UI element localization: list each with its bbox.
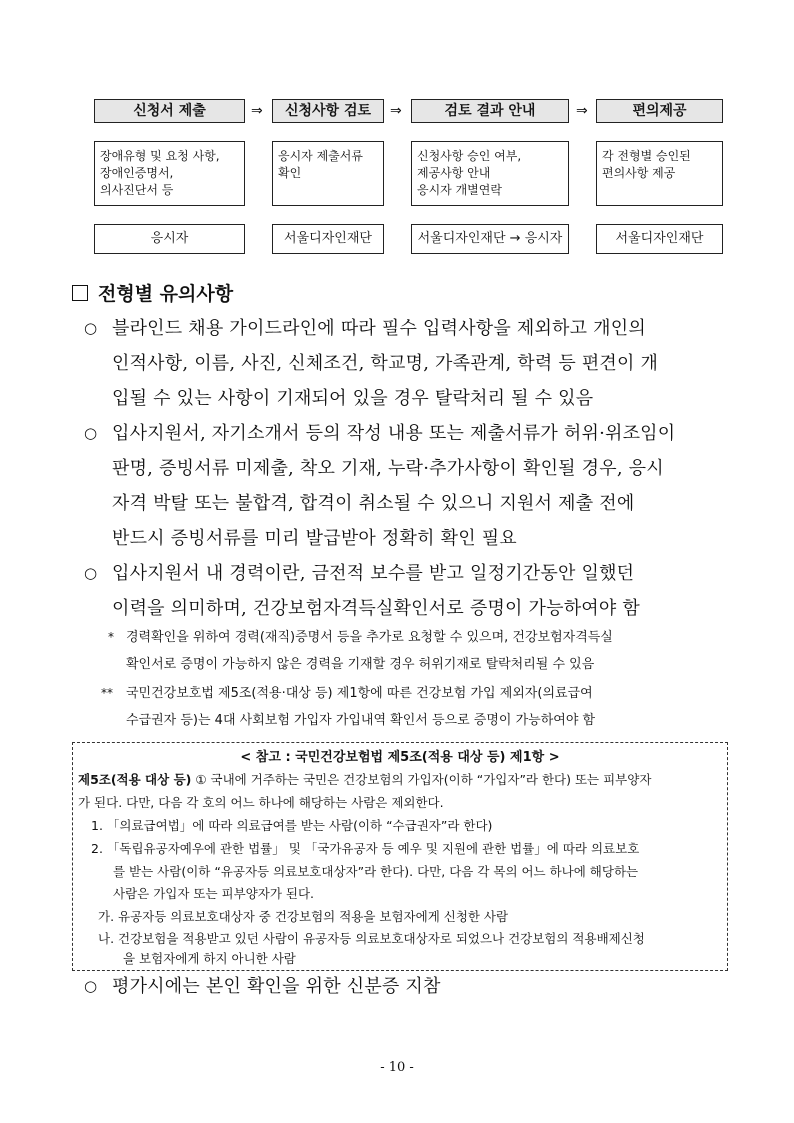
note-mark: * <box>108 630 114 644</box>
note-line: 확인서로 증명이 가능하지 않은 경력을 기재할 경우 허위기재로 탈락처리될 수 있음 <box>126 657 595 672</box>
notice-item-career <box>112 556 732 626</box>
bullet-icon: ○ <box>84 424 98 442</box>
flow-desc-review: 응시자 제출서류 확인 <box>272 141 384 206</box>
section-title-text: 전형별 유의사항 <box>98 283 234 305</box>
notice-item-falsification <box>112 416 732 556</box>
bullet-icon: ○ <box>84 319 98 337</box>
flow-step-provide: 편의제공 <box>596 99 723 123</box>
note-line: 국민건강보호법 제5조(적용·대상 등) 제1항에 따른 건강보험 가입 제외자(의료급여 <box>126 686 593 701</box>
flow-desc-provide: 각 전형별 승인된 편의사항 제공 <box>596 141 723 206</box>
note-line: 수급권자 등)는 4대 사회보험 가입자 가입내역 확인서 등으로 증명이 가능하여야 함 <box>126 713 596 728</box>
flow-arrow: ⇒ <box>576 103 588 119</box>
section-title <box>72 279 233 306</box>
notice-item-blind <box>112 311 732 416</box>
checkbox-icon <box>72 285 88 301</box>
reference-item-2: 2. 「독립유공자예우에 관한 법률」 및 「국가유공자 등 예우 및 지원에 관한 법률」에 따라 의료보호 <box>91 841 640 856</box>
notice-line: 반드시 증빙서류를 미리 발급받아 정확히 확인 필요 <box>112 528 517 549</box>
notice-line: 인적사항, 이름, 사진, 신체조건, 학교명, 가족관계, 학력 등 편견이 개 <box>112 353 659 374</box>
reference-article-line <box>78 771 651 789</box>
reference-sub-ga: 가. 유공자등 의료보호대상자 중 건강보험의 적용을 보험자에게 신청한 사람 <box>98 909 509 924</box>
flow-desc-submit: 장애유형 및 요청 사항, 장애인증명서, 의사진단서 등 <box>94 141 245 206</box>
reference-sub-na: 나. 건강보험을 적용받고 있던 사람이 유공자등 의료보호대상자로 되었으나 건강보험의 적용배제신청 <box>98 931 645 946</box>
flow-step-result: 검토 결과 안내 <box>411 99 569 123</box>
flow-actor-review: 서울디자인재단 <box>272 224 384 254</box>
page-number: - 10 - <box>380 1060 414 1075</box>
flow-actor-submit: 응시자 <box>94 224 245 254</box>
note-mark: ** <box>101 686 113 700</box>
flow-arrow: ⇒ <box>251 103 263 119</box>
reference-box <box>72 742 728 971</box>
notice-line: 입사지원서, 자기소개서 등의 작성 내용 또는 제출서류가 허위·위조임이 <box>112 423 676 444</box>
notice-line: 판명, 증빙서류 미제출, 착오 기재, 누락·추가사항이 확인될 경우, 응시 <box>112 458 664 479</box>
notice-item-id <box>112 969 732 1004</box>
flow-desc-result: 신청사항 승인 여부, 제공사항 안내 응시자 개별연락 <box>411 141 569 206</box>
reference-article-head: 제5조(적용 대상 등) <box>78 772 192 787</box>
reference-article-rest: ① 국내에 거주하는 국민은 건강보험의 가입자(이하 “가입자”라 한다) 또는 피부양자 <box>191 772 652 787</box>
notice-line: 이력을 의미하며, 건강보험자격득실확인서로 증명이 가능하여야 함 <box>112 598 640 619</box>
notice-line: 블라인드 채용 가이드라인에 따라 필수 입력사항을 제외하고 개인의 <box>112 318 646 339</box>
notice-line: 입될 수 있는 사항이 기재되어 있을 경우 탈락처리 될 수 있음 <box>112 388 594 409</box>
reference-item-1: 1. 「의료급여법」에 따라 의료급여를 받는 사람(이하 “수급권자”라 한다) <box>91 818 493 833</box>
note-career-certificate <box>126 624 731 678</box>
note-line: 경력확인을 위하여 경력(재직)증명서 등을 추가로 요청할 수 있으며, 건강보험자격득실 <box>126 630 613 645</box>
flow-step-submit: 신청서 제출 <box>94 99 245 123</box>
note-insurance-exclusion <box>126 680 731 734</box>
flow-arrow: ⇒ <box>390 103 402 119</box>
reference-title: < 참고 : 국민건강보험법 제5조(적용 대상 등) 제1항 > <box>240 750 560 765</box>
reference-item-2-line: 사람은 가입자 또는 피부양자가 된다. <box>113 886 314 901</box>
flow-actor-result: 서울디자인재단 → 응시자 <box>411 224 569 254</box>
reference-item-2-line: 를 받는 사람(이하 “유공자등 의료보호대상자”라 한다). 다만, 다음 각 목의 어느 하나에 해당하는 <box>113 864 639 879</box>
notice-line: 자격 박탈 또는 불합격, 합격이 취소될 수 있으니 지원서 제출 전에 <box>112 493 635 514</box>
bullet-icon: ○ <box>84 977 98 995</box>
reference-sub-na-line: 을 보험자에게 하지 아니한 사람 <box>123 951 296 966</box>
flow-step-review: 신청사항 검토 <box>272 99 384 123</box>
notice-line: 입사지원서 내 경력이란, 금전적 보수를 받고 일정기간동안 일했던 <box>112 563 635 584</box>
notice-line: 평가시에는 본인 확인을 위한 신분증 지참 <box>112 976 441 997</box>
reference-line: 가 된다. 다만, 다음 각 호의 어느 하나에 해당하는 사람은 제외한다. <box>78 795 444 810</box>
flow-actor-provide: 서울디자인재단 <box>596 224 723 254</box>
bullet-icon: ○ <box>84 564 98 582</box>
